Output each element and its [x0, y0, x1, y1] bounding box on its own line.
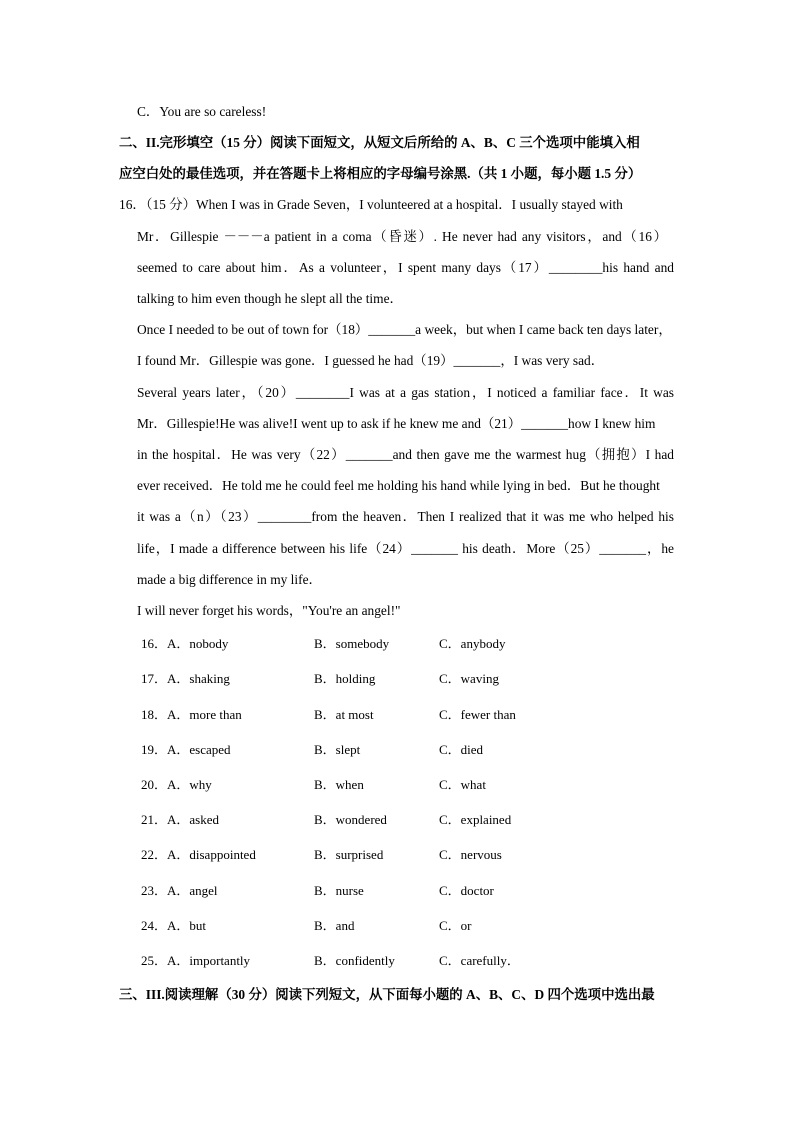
passage-line: in the hospital．He was very（22）_______and then gave me the warmest hug（拥抱）I had	[137, 447, 674, 462]
passage-line: I will never forget his words，"You're an angel!"	[137, 603, 401, 618]
option-b: B．slept	[314, 742, 361, 757]
option-c: C．or	[439, 918, 472, 933]
option-b: B．somebody	[314, 636, 390, 651]
section-2-heading-line-2: 应空白处的最佳选项，并在答题卡上将相应的字母编号涂黑.（共 1 小题，每小题 1.5 分）	[119, 166, 642, 181]
option-b: B．surprised	[314, 847, 384, 862]
section-3-heading: 三、III.阅读理解（30 分）阅读下列短文，从下面每小题的 A、B、C、D 四个选项中选出最	[119, 987, 655, 1002]
option-b: B．at most	[314, 707, 374, 722]
option-a: 17．A．shaking	[141, 671, 230, 686]
passage-line: life，I made a difference between his life（24）_______ his death．More（25）_______，he	[137, 541, 674, 556]
passage-line: Several years later，（20）________I was at a gas station，I noticed a familiar face．It was	[137, 385, 674, 400]
option-a: 19．A．escaped	[141, 742, 231, 757]
option-b: B．confidently	[314, 953, 395, 968]
passage-line: Mr．Gillespie!He was alive!I went up to ask if he knew me and（21）_______how I knew him	[137, 416, 656, 431]
option-b: B．and	[314, 918, 355, 933]
passage-line: Mr．Gillespie －－－a patient in a coma（昏迷）. He never had any visitors，and（16）	[137, 229, 667, 244]
passage-line: ever received．He told me he could feel me holding his hand while lying in bed．But he thought	[137, 478, 660, 493]
option-c: C．nervous	[439, 847, 502, 862]
passage-line: talking to him even though he slept all the time．	[137, 291, 403, 306]
passage-line: 16．（15 分）When I was in Grade Seven，I volunteered at a hospital．I usually stayed with	[119, 197, 623, 212]
top-option: C．You are so careless!	[137, 104, 267, 119]
option-a: 25．A．importantly	[141, 953, 251, 968]
option-c: C．carefully．	[439, 953, 520, 968]
section-2-heading-line-1: 二、II.完形填空（15 分）阅读下面短文，从短文后所给的 A、B、C 三个选项中能填入相	[119, 135, 640, 150]
option-b: B．nurse	[314, 883, 364, 898]
option-c: C．waving	[439, 671, 499, 686]
passage-line: made a big difference in my life．	[137, 572, 322, 587]
option-c: C．fewer than	[439, 707, 516, 722]
passage-line: seemed to care about him．As a volunteer，I spent many days（17）________his hand and	[137, 260, 674, 275]
option-b: B．holding	[314, 671, 376, 686]
option-a: 18．A．more than	[141, 707, 242, 722]
passage-line: Once I needed to be out of town for（18）_______a week，but when I came back ten days later，	[137, 322, 672, 337]
option-a: 22．A．disappointed	[141, 847, 256, 862]
passage-line: it was a（n）（23）________from the heaven．Then I realized that it was me who helped his	[137, 509, 674, 524]
option-b: B．wondered	[314, 812, 387, 827]
option-c: C．doctor	[439, 883, 494, 898]
option-c: C．anybody	[439, 636, 506, 651]
option-c: C．explained	[439, 812, 512, 827]
option-a: 23．A．angel	[141, 883, 218, 898]
option-c: C．what	[439, 777, 486, 792]
option-a: 20．A．why	[141, 777, 212, 792]
option-b: B．when	[314, 777, 364, 792]
option-c: C．died	[439, 742, 484, 757]
option-a: 24．A．but	[141, 918, 207, 933]
option-a: 21．A．asked	[141, 812, 219, 827]
option-a: 16．A．nobody	[141, 636, 229, 651]
passage-line: I found Mr．Gillespie was gone．I guessed he had（19）_______，I was very sad．	[137, 353, 605, 368]
